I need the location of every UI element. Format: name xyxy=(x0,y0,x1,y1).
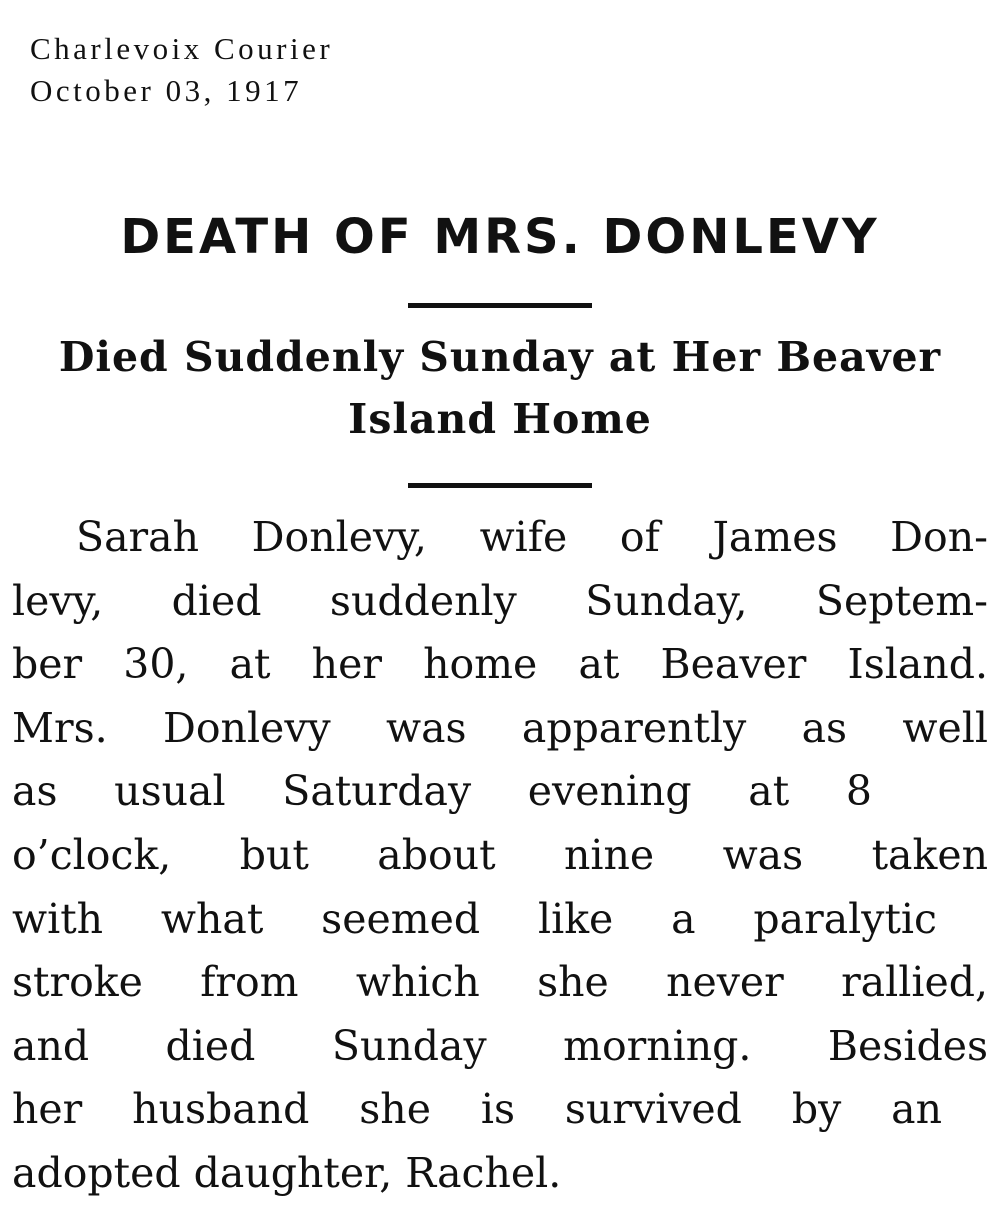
body-line: adopted daughter, Rachel. xyxy=(12,1148,562,1197)
publication-name: Charlevoix Courier xyxy=(30,31,334,66)
headline-divider xyxy=(408,303,592,308)
body-line: levy, died suddenly Sunday, Septem- xyxy=(12,576,988,625)
body-line: ber 30, at her home at Beaver Island. xyxy=(12,640,988,689)
article-subhead xyxy=(0,326,1000,450)
body-line: and died Sunday morning. Besides xyxy=(12,1021,988,1070)
body-line: stroke from which she never rallied, xyxy=(12,958,988,1007)
subhead-divider xyxy=(408,483,592,488)
body-line: o’clock, but about nine was taken xyxy=(12,830,988,879)
publication-date: October 03, 1917 xyxy=(30,73,303,108)
body-line: with what seemed like a paralytic xyxy=(12,894,937,943)
subhead-line: Died Suddenly Sunday at Her Beaver xyxy=(58,333,942,381)
body-line: Sarah Donlevy, wife of James Don- xyxy=(76,513,988,561)
source-citation xyxy=(30,28,333,112)
article-headline: DEATH OF MRS. DONLEVY xyxy=(120,209,880,265)
subhead-line: Island Home xyxy=(348,395,652,443)
article-body xyxy=(12,506,988,1206)
body-line: Mrs. Donlevy was apparently as well xyxy=(12,703,988,752)
body-line: her husband she is survived by an xyxy=(12,1085,942,1134)
body-line: as usual Saturday evening at 8 xyxy=(12,767,872,816)
